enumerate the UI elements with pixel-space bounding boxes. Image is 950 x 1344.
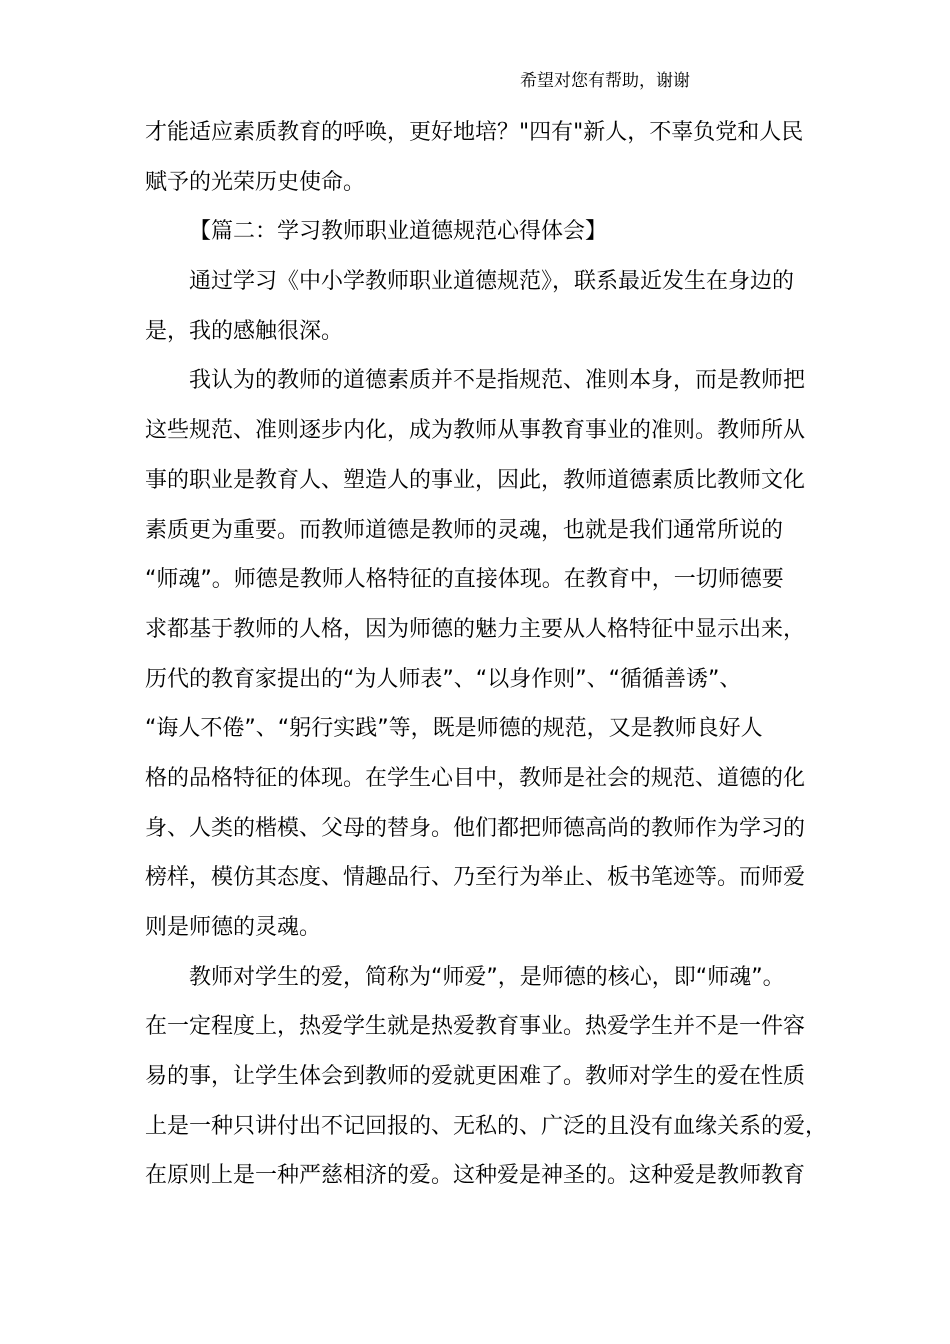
text-line: “师魂”。师德是教师人格特征的直接体现。在教育中，一切师德要 (145, 567, 784, 593)
text-line: 在原则上是一种严慈相济的爱。这种爱是神圣的。这种爱是教师教育 (145, 1163, 806, 1189)
text-line: 通过学习《中小学教师职业道德规范》，联系最近发生在身边的 (189, 269, 795, 295)
text-line: 这些规范、准则逐步内化，成为教师从事教育事业的准则。教师所从 (145, 418, 806, 444)
text-line: 我认为的教师的道德素质并不是指规范、准则本身，而是教师把 (189, 368, 806, 394)
text-line: 历代的教育家提出的“为人师表”、“以身作则”、“循循善诱”、 (145, 666, 742, 692)
text-line: 素质更为重要。而教师道德是教师的灵魂，也就是我们通常所说的 (145, 517, 784, 543)
text-line: 上是一种只讲付出不记回报的、无私的、广泛的且没有血缘关系的爱， (145, 1113, 828, 1139)
text-line: 才能适应素质教育的呼唤，更好地培？"四有"新人，不辜负党和人民 (145, 120, 804, 145)
section-heading: 【篇二：学习教师职业道德规范心得体会】 (189, 219, 608, 245)
text-line: 易的事，让学生体会到教师的爱就更困难了。教师对学生的爱在性质 (145, 1064, 806, 1090)
text-line: 在一定程度上，热爱学生就是热爱教育事业。热爱学生并不是一件容 (145, 1014, 806, 1040)
text-line: “诲人不倦”、“躬行实践”等，既是师德的规范，又是教师良好人 (145, 716, 763, 742)
text-line: 身、人类的楷模、父母的替身。他们都把师德高尚的教师作为学习的 (145, 815, 806, 841)
text-line: 榜样，模仿其态度、情趣品行、乃至行为举止、板书笔迹等。而师爱 (145, 865, 806, 891)
text-line: 求都基于教师的人格，因为师德的魅力主要从人格特征中显示出来， (145, 616, 806, 642)
text-line: 事的职业是教育人、塑造人的事业，因此，教师道德素质比教师文化 (145, 467, 806, 493)
text-line: 教师对学生的爱，简称为“师爱”，是师德的核心，即“师魂”。 (189, 964, 785, 990)
text-line: 格的品格特征的体现。在学生心目中，教师是社会的规范、道德的化 (145, 765, 806, 791)
body-text (145, 108, 828, 1201)
text-line: 是，我的感触很深。 (145, 318, 344, 344)
text-line: 赋予的光荣历史使命。 (145, 169, 366, 195)
header-note: 希望对您有帮助，谢谢 (520, 71, 690, 91)
text-line: 则是师德的灵魂。 (145, 915, 322, 940)
